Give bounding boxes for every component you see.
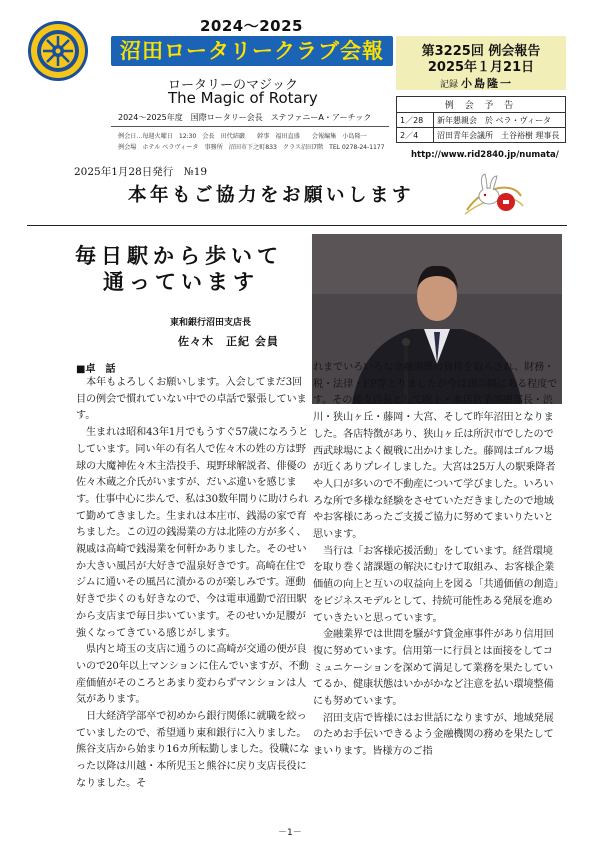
article-paragraph: 日大経済学部卒で初めから銀行関係に就職を絞っていましたので、希望通り東和銀行に入りました。熊谷支店から始まり16カ所転勤しました。役職になった以降は川越・本所児玉と熊谷に戻り支店長役になりました。そ	[76, 711, 310, 789]
article-paragraph: 当行は「お客様応援活動」をしています。経営環境を取り巻く諸課題の解決にむけて取組み、お客様企業価値の向上と互いの収益向上を図る「共通価値の創造」をビジネスモデルとして、持続可能性ある発展を進めていきたいと思っています。	[313, 545, 559, 624]
article-paragraph: れまでいろいろな金融関係の資格を取らされ、財務・税・法律・FP等とりましたが今は頭の隅にある程度です。その後支店長として吹上・本店営業部副部長・渋川・狭山ヶ丘・藤岡・大宮、そして昨年沼田となりました。各店特徴があり、狭山ヶ丘は所沢市でしたので西武球場によく観戦に出かけました。藤岡はゴルフ場が近くありプレイしました。大宮は25万人の駅乗降者や人口が多いので不動産について学びました。いろいろな所で多様な経験をさせていただきましたので地域やお客様にあったご支援ご協力に努めてまいりたいと思います。	[313, 362, 558, 541]
club-url-link[interactable]: http://www.rid2840.jp/numata/	[411, 150, 559, 160]
article-headline-line-1: 毎日駅から歩いて	[75, 243, 283, 268]
club-info-line-1: 例会日…毎週火曜日 12:30 会長 田代結巌 幹事 福田直盛 会報編集 小島隆一	[118, 133, 367, 140]
article-paragraph: 生まれは昭和43年1月でもうすぐ57歳になろうとしています。同い年の有名人で佐々木の姓の方は野球の大魔神佐々木主浩投手、現野球解説者、俳優の佐々木蔵之介氏がいますが、だいぶ違いを感じます。仕事中心に歩んで、私は30数年間りに助けられて勤めてきました。生まれは本庄市、銭湯の家で育ちました。この辺の銭湯業の方は北陸の方が多く、親戚は高崎で銭湯業を何軒かありました。そのせいか大きい風呂が大好きで温泉好きです。高崎在住でジムに通いその風呂に漬かるのが楽しみです。運動好きで歩くのも好きなので、今は電車通勤で沼田駅から支店まで毎日歩いています。そのせいか足腰が強くなってきている感じがします。	[76, 427, 309, 639]
schedule-date: 2／4	[397, 128, 434, 143]
page-number: －1－	[278, 828, 302, 838]
fiscal-years: 2024～2025	[200, 17, 303, 35]
article-paragraph: 金融業界では世間を騒がす貸金庫事件があり信用回復に努めています。信用第一に行員とは面接をしてコミュニケーションを深めて満足して業務を果たしていてるか、健康状態はいかがかなど注意を払い環境整備にも努めています。	[313, 629, 554, 708]
club-newsletter-title: 沼田ロータリークラブ会報	[111, 36, 393, 66]
schedule-title: 例 会 予 告	[397, 97, 566, 113]
schedule-date: 1／28	[397, 113, 434, 128]
report-date: 2025年１月21日	[427, 60, 535, 75]
recorder	[440, 75, 513, 91]
article-paragraph: 県内と埼玉の支店に通うのに高崎が交通の便が良いので20年以上マンションに住んでいますが、不動産価値がそのころとあまり変わらずマンションは人気があります。	[76, 644, 309, 706]
article-left-column	[76, 375, 310, 793]
schedule-event: 沼田青年会議所 土谷裕樹 理事長	[434, 128, 566, 143]
governor-line: 2024～2025年度 国際ロータリー会長 ステファニーA・アーチック	[118, 113, 372, 122]
article-right-column	[313, 360, 561, 761]
meeting-schedule	[396, 96, 566, 143]
schedule-row	[397, 128, 566, 143]
schedule-event: 新年懇親会 於 ベラ・ヴィータ	[434, 113, 566, 128]
speaker-affiliation: 東和銀行沼田支店長	[170, 318, 252, 328]
rotary-logo	[27, 20, 89, 82]
club-info-line-2: 例会場 ホテル ベラヴィータ 事務所 沼田市下之町833 クラス沼田7階 TEL 0278-24-1177	[118, 144, 385, 151]
new-year-decoration-icon	[459, 170, 527, 222]
schedule-row	[397, 113, 566, 128]
recorder-label: 記録	[440, 80, 459, 90]
report-title: 第3225回 例会報告	[421, 44, 541, 59]
section-label: ■卓 話	[76, 364, 116, 375]
issue-line: 2025年1月28日発行 №19	[74, 166, 208, 178]
speaker-name: 佐々木 正紀 会員	[178, 335, 279, 348]
article-headline-line-2: 通っています	[103, 269, 259, 294]
new-year-banner: 本年もご協力をお願いします	[128, 185, 415, 206]
theme-japanese: ロータリーのマジック	[168, 78, 299, 93]
recorder-name: 小島隆一	[461, 77, 514, 90]
header-divider	[111, 126, 389, 127]
article-paragraph: 本年もよろしくお願いします。入会してまだ3回目の例会で慣れていない中での卓話で緊張しています。	[76, 377, 307, 422]
section-divider	[27, 225, 567, 226]
article-paragraph: 沼田支店で皆様にはお世話になりますが、地域発展のためお手伝いできるよう金融機関の務めを果たしてまいります。皆様方のご指	[313, 712, 554, 758]
theme-english: The Magic of Rotary	[168, 89, 318, 107]
